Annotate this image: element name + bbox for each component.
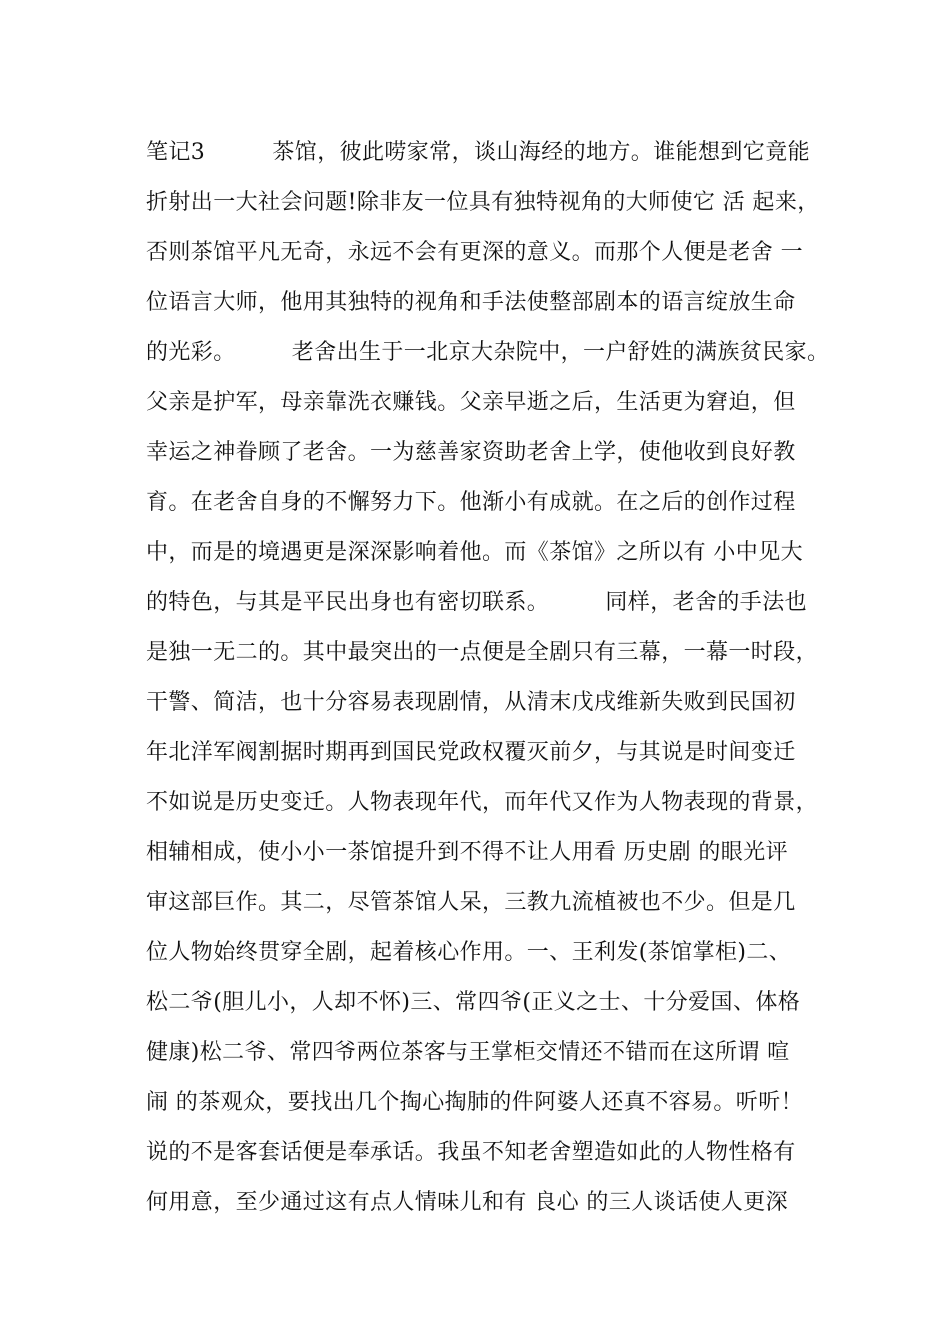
text-line: 笔记3 茶馆，彼此唠家常，谈山海经的地方。谁能想到它竟能 xyxy=(146,140,810,165)
text-line: 幸运之神眷顾了老舍。一为慈善家资助老舍上学，使他收到良好教 xyxy=(146,440,796,465)
text-line: 健康)松二爷、常四爷两位茶客与王掌柜交情还不错而在这所谓 喧 xyxy=(146,1040,790,1065)
text-line: 是独一无二的。其中最突出的一点便是全剧只有三幕，一幕一时段， xyxy=(146,640,819,665)
text-line: 位语言大师，他用其独特的视角和手法使整部剧本的语言绽放生命 xyxy=(146,290,796,315)
text-line: 否则茶馆平凡无奇，永远不会有更深的意义。而那个人便是老舍 一 xyxy=(146,240,803,265)
text-line: 何用意，至少通过这有点人情味儿和有 良心 的三人谈话使人更深 xyxy=(146,1190,788,1215)
text-line: 说的不是客套话便是奉承话。我虽不知老舍塑造如此的人物性格有 xyxy=(146,1140,796,1165)
text-line: 闹 的茶观众，要找出几个掏心掏肺的件阿婆人还真不容易。听听！ xyxy=(146,1090,803,1115)
text-line: 年北洋军阀割据时期再到国民党政权覆灭前夕，与其说是时间变迁 xyxy=(146,740,796,765)
text-line: 位人物始终贯穿全剧，起着核心作用。一、王利发(茶馆掌柜)二、 xyxy=(146,940,792,965)
text-line: 折射出一大社会问题!除非友一位具有独特视角的大师使它 活 起来， xyxy=(146,190,820,215)
text-line: 相辅相成，使小小一茶馆提升到不得不让人用看 历史剧 的眼光评 xyxy=(146,840,788,865)
body-text xyxy=(146,136,830,1236)
text-line: 审这部巨作。其二，尽管茶馆人呆，三教九流植被也不少。但是几 xyxy=(146,890,796,915)
text-line: 的特色，与其是平民出身也有密切联系。 同样，老舍的手法也 xyxy=(146,590,808,615)
text-line: 松二爷(胆儿小，人却不怀)三、常四爷(正义之士、十分爱国、体格 xyxy=(146,990,801,1015)
text-line: 父亲是护军，母亲靠洗衣赚钱。父亲早逝之后，生活更为窘迫，但 xyxy=(146,390,796,415)
text-line: 不如说是历史变迁。人物表现年代，而年代又作为人物表现的背景， xyxy=(146,790,819,815)
text-line: 育。在老舍自身的不懈努力下。他渐小有成就。在之后的创作过程 xyxy=(146,490,796,515)
text-line: 中，而是的境遇更是深深影响着他。而《茶馆》之所以有 小中见大 xyxy=(146,540,803,565)
text-line: 的光彩。 老舍出生于一北京大杂院中，一户舒姓的满族贫民家。 xyxy=(146,340,830,365)
text-line: 干警、简洁，也十分容易表现剧情，从清末戊戌维新失败到民国初 xyxy=(146,690,796,715)
